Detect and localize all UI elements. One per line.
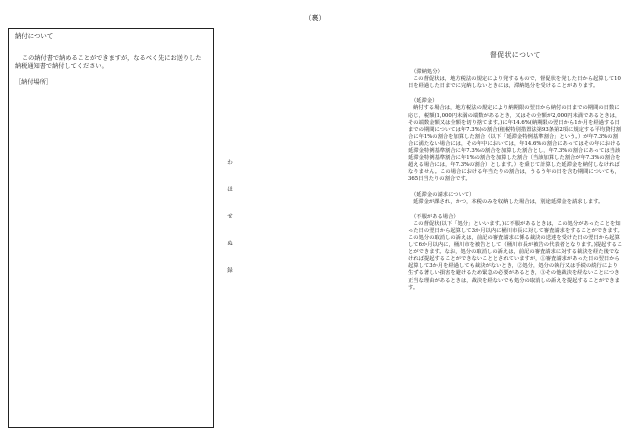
demand-letter-notes <box>408 52 623 292</box>
vertical-char: ぬ <box>227 241 233 247</box>
vertical-char: 録 <box>227 268 233 274</box>
section-heading-delinquency: （滞納処分） <box>411 69 443 76</box>
vertical-char: ほ <box>227 187 233 193</box>
section-text-objection: この督促状(以下「処分」といいます。)に不服があるときは，この処分があったことを知った日の翌日から起算して3か月以内に桶川市長に対して審査請求をすることができます。この処分の取消しの訴えは，前記の審査請求に係る裁決の送達を受けた日の翌日から起算して6か月以内に，桶川市を被告として（桶川市長が被告の代表者となります。)提起することができます。なお，処分の取消しの訴えは，前記の審査請求に対する裁決を経た後でなければ提起することができないこととされていますが，①審査請求があった日の翌日から起算して3か月を経過しても裁決がないとき，②処分，処分の執行又は手続の続行により生ずる著しい損害を避けるため緊急の必要があるとき，③その他裁決を経ないことにつき正当な理由があるときは，裁決を経ないでも処分の取消しの訴えを提起することができます。 <box>408 220 623 291</box>
section-heading-objection: （不服がある場合） <box>411 213 459 220</box>
section-heading-late-fee-claim: （延滞金の請求について） <box>411 191 475 198</box>
section-heading-late-fee: （延滞金） <box>411 98 438 105</box>
vertical-text-column <box>225 160 235 295</box>
section-text-late-fee: 納付する場合は，地方税法の規定により納期限の翌日から納付の日までの期間の日数に応じ，税額(1,000円未満の端数があるとき，又はその全額が2,000円未満であるときは，その端数金額又は全額を切り捨てます。)に年14.6%(納期限の翌日から1か月を経過する日までの期間については年7.3%)の割合(租税特別措置法第93条第2項に規定する平均貸付割合に年1%の割合を加算した割合（以下「延滞金特例基準割合」という。）が年7.3%の割合に満たない場合には，その年中においては，年14.6%の割合にあってはその年における延滞金特例基準割合に年7.3%の割合を加算した割合とし，年7.3%の割合にあっては当該延滞金特例基準割合に年1%の割合を加算した割合（当該加算した割合が年7.3%の割合を超える場合には，年7.3%の割合）とします。）を乗じて計算した延滞金を納付しなければなりません。この場合における年当たりの割合は，うるう年の日を含む期間についても，365日当たりの割合です。 <box>408 105 621 183</box>
payment-info-title: 納付について <box>15 32 54 40</box>
payment-place-label: ［納付場所］ <box>15 79 53 87</box>
demand-letter-title: 督促状について <box>490 51 541 59</box>
payment-info-box <box>8 28 214 428</box>
payment-info-text: この納付書で納めることができますが，なるべく先にお送りした納税通知書で納付してください。 <box>15 55 202 71</box>
back-side-label: （裏） <box>304 14 326 22</box>
section-text-late-fee-claim: 延滞金が課され，かつ，本税のみを収納した場合は，別途延滞金を請求します。 <box>413 198 604 205</box>
vertical-char: わ <box>227 160 233 166</box>
vertical-char: せ <box>227 214 233 220</box>
section-text-delinquency: この督促状は，地方税法の規定により発するもので，督促状を発した日から起算して10日を経過した日までに完納しないときには，滞納処分を受けることがあります。 <box>408 76 621 90</box>
